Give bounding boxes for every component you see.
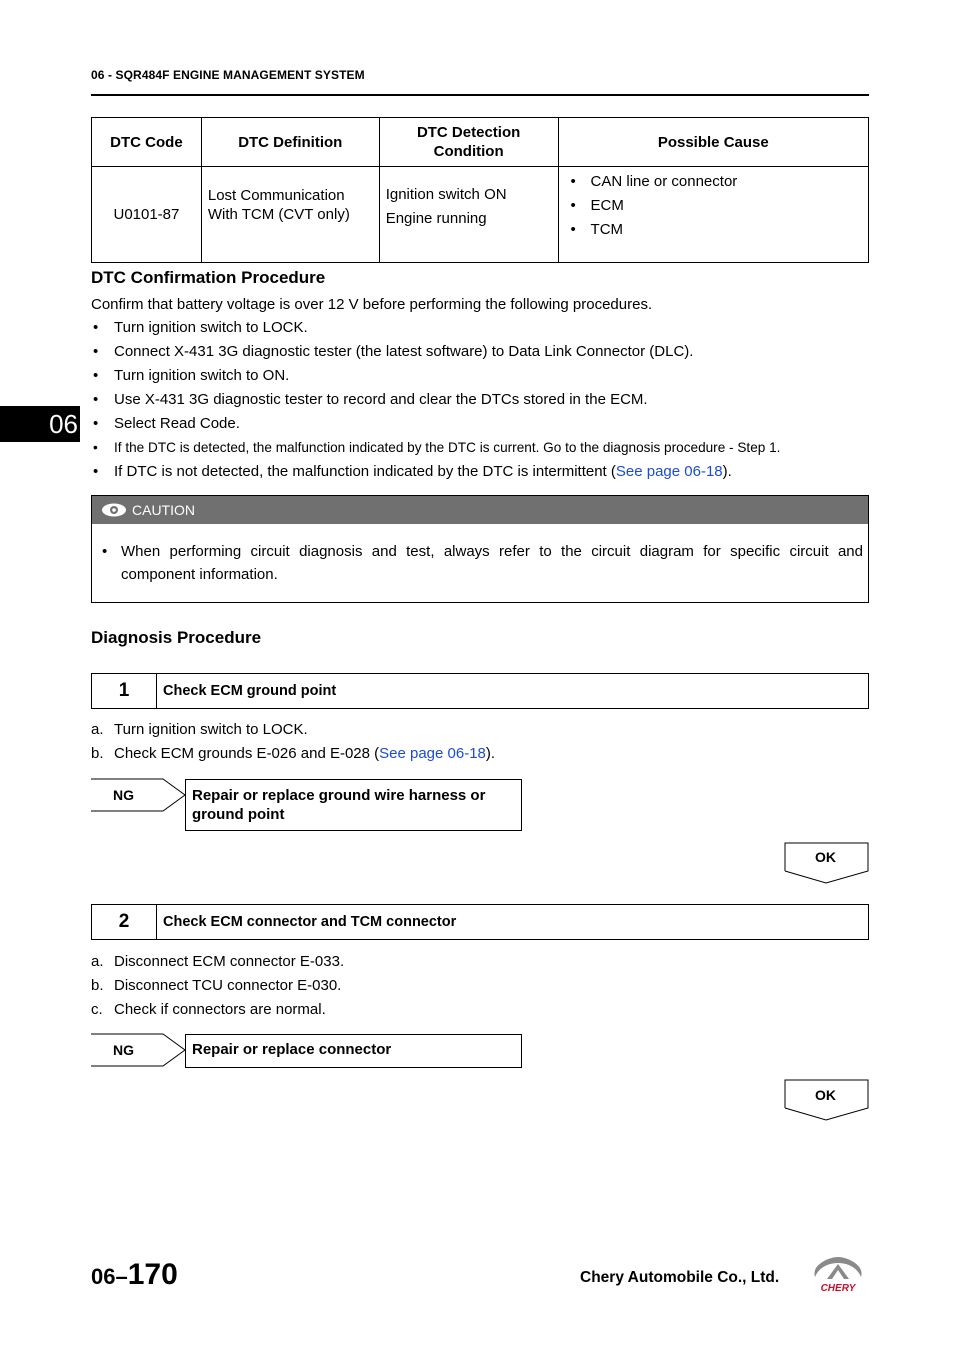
- column-header: DTC Code: [92, 118, 202, 167]
- step-label: Check ECM ground point: [163, 683, 337, 699]
- step-label: Check ECM connector and TCM connector: [163, 914, 457, 930]
- dtc-condition-cell: [379, 167, 558, 263]
- caution-box: [91, 495, 869, 603]
- ng-action-box: [185, 779, 522, 831]
- section-title: DTC Confirmation Procedure: [91, 268, 326, 287]
- list-item: [91, 998, 344, 1022]
- item-text: Disconnect ECM connector E-033.: [114, 953, 345, 970]
- column-header: DTC Detection Condition: [379, 118, 558, 167]
- list-item: • TCM: [565, 218, 862, 242]
- step-2-instructions: [91, 950, 344, 1022]
- ng-action-line: ground point: [192, 806, 285, 823]
- dtc-definition-cell: [201, 167, 379, 263]
- step-text: ).: [722, 463, 732, 480]
- list-item: • Turn ignition switch to ON.: [91, 364, 881, 388]
- list-item: • CAN line or connector: [565, 170, 862, 194]
- list-item: • Select Read Code.: [91, 412, 881, 436]
- list-item: [91, 460, 881, 484]
- step-1-box: [91, 673, 869, 709]
- page-number-value: 170: [127, 1258, 178, 1291]
- section-tab: 06: [0, 406, 80, 442]
- step-number: 2: [92, 905, 157, 939]
- list-item: [91, 950, 344, 974]
- table-row: [92, 167, 869, 263]
- company-name: Chery Automobile Co., Ltd.: [580, 1269, 780, 1286]
- item-marker: b.: [91, 977, 104, 994]
- caution-text: When performing circuit diagnosis and test, always refer to the circuit diagram for specific circuit and component information.: [121, 543, 863, 583]
- bullet-icon: •: [102, 543, 108, 560]
- item-marker: a.: [91, 721, 104, 738]
- dtc-table: [91, 117, 869, 263]
- ng-arrow-icon: [91, 778, 187, 812]
- ok-label: OK: [815, 849, 836, 865]
- caution-content: [100, 540, 863, 586]
- step-number: 1: [92, 674, 157, 708]
- intro-text: Confirm that battery voltage is over 12 V before performing the following procedures.: [91, 296, 653, 313]
- ng-label: NG: [113, 787, 134, 803]
- item-text: ).: [485, 745, 496, 762]
- condition-line: Ignition switch ON: [385, 186, 507, 203]
- step-text: If DTC is not detected, the malfunction indicated by the DTC is intermittent (: [114, 463, 616, 480]
- header-divider: [91, 94, 869, 96]
- confirmation-steps: [91, 316, 881, 484]
- definition-line: Lost Communication: [207, 187, 345, 204]
- ng-action-line: Repair or replace connector: [192, 1041, 392, 1058]
- possible-cause-cell: [558, 167, 868, 263]
- chery-logo: [807, 1255, 869, 1295]
- item-text: Check if connectors are normal.: [114, 1001, 326, 1018]
- item-marker: a.: [91, 953, 104, 970]
- list-item: • Turn ignition switch to LOCK.: [91, 316, 881, 340]
- column-header: Possible Cause: [558, 118, 868, 167]
- page-prefix: 06–: [91, 1264, 128, 1289]
- item-marker: b.: [91, 745, 104, 762]
- definition-line: With TCM (CVT only): [207, 206, 350, 223]
- dtc-code-cell: U0101-87: [92, 167, 202, 263]
- cause-list: [565, 170, 862, 242]
- ng-action-box: [185, 1034, 522, 1068]
- list-item: [91, 718, 495, 742]
- logo-text: CHERY: [820, 1283, 856, 1294]
- column-header: DTC Definition: [201, 118, 379, 167]
- table-header-row: [92, 118, 869, 167]
- page-header-title: 06 - SQR484F ENGINE MANAGEMENT SYSTEM: [91, 68, 365, 82]
- item-text: Turn ignition switch to LOCK.: [114, 721, 308, 738]
- list-item: • ECM: [565, 194, 862, 218]
- step-1-instructions: [91, 718, 495, 766]
- list-item: • If the DTC is detected, the malfunction indicated by the DTC is current. Go to the diagnosis procedure - Step 1.: [91, 436, 881, 460]
- ng-arrow-icon: [91, 1033, 187, 1067]
- see-page-link[interactable]: See page 06-18: [379, 745, 486, 762]
- section-title: Diagnosis Procedure: [91, 628, 262, 647]
- ng-action-line: Repair or replace ground wire harness or: [192, 787, 486, 804]
- list-item: [91, 974, 344, 998]
- condition-line: Engine running: [385, 210, 487, 227]
- page-number: [91, 1258, 178, 1292]
- eye-icon: [101, 502, 127, 518]
- ok-label: OK: [815, 1087, 836, 1103]
- list-item: • Connect X-431 3G diagnostic tester (the latest software) to Data Link Connector (DLC).: [91, 340, 881, 364]
- item-text: Disconnect TCU connector E-030.: [114, 977, 342, 994]
- item-text: Check ECM grounds E-026 and E-028 (: [114, 745, 380, 762]
- caution-label: CAUTION: [132, 502, 195, 518]
- caution-header: [92, 496, 868, 524]
- item-marker: c.: [91, 1001, 103, 1018]
- list-item: • Use X-431 3G diagnostic tester to record and clear the DTCs stored in the ECM.: [91, 388, 881, 412]
- step-2-box: [91, 904, 869, 940]
- ng-label: NG: [113, 1042, 134, 1058]
- see-page-link[interactable]: See page 06-18: [615, 463, 723, 480]
- list-item: [91, 742, 495, 766]
- chery-logo-icon: [807, 1255, 869, 1295]
